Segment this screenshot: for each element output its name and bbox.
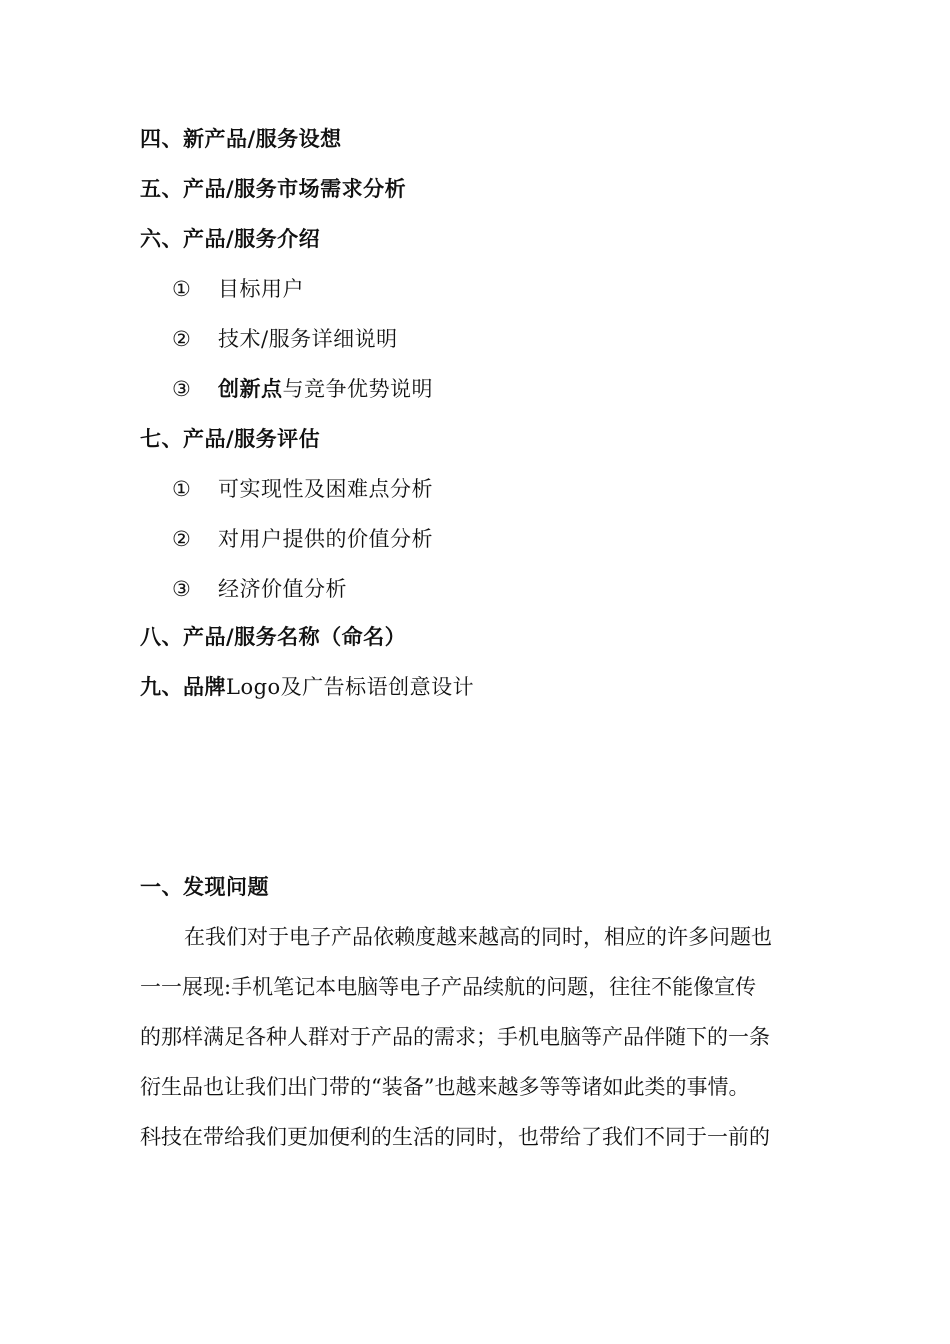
paragraph-line: 的那样满足各种人群对于产品的需求；手机电脑等产品伴随下的一条 <box>140 1025 770 1049</box>
toc-subitem-label: 对用户提供的价值分析 <box>218 527 433 551</box>
circled-number-marker: ① <box>172 277 192 301</box>
toc-item-label: 产品/服务市场需求分析 <box>183 177 407 201</box>
toc-item-8 <box>140 622 406 652</box>
toc-item-5 <box>140 174 406 204</box>
toc-item-label: 新产品/服务设想 <box>183 127 342 151</box>
toc-subitem-bold-label: 创新点 <box>218 377 283 401</box>
toc-subitem-label: 可实现性及困难点分析 <box>218 477 433 501</box>
circled-number-marker: ① <box>172 477 192 501</box>
toc-subitem-7-2 <box>172 524 433 554</box>
circled-number-marker: ② <box>172 327 192 351</box>
toc-subitem-7-1 <box>172 474 433 504</box>
toc-subitem-7-3 <box>172 574 347 604</box>
toc-item-label: 产品/服务名称（命名） <box>183 625 407 649</box>
toc-subitem-label: 与竞争优势说明 <box>282 377 433 401</box>
toc-item-number: 六、 <box>140 227 183 251</box>
toc-item-9 <box>140 672 474 702</box>
toc-subitem-label: 经济价值分析 <box>218 577 347 601</box>
paragraph-line: 科技在带给我们更加便利的生活的同时，也带给了我们不同于一前的 <box>140 1125 770 1149</box>
circled-number-marker: ③ <box>172 377 192 401</box>
circled-number-marker: ③ <box>172 577 192 601</box>
section-heading: 一、发现问题 <box>140 875 269 899</box>
toc-subitem-6-2 <box>172 324 398 354</box>
toc-subitem-6-3 <box>172 374 433 404</box>
toc-item-label: 产品/服务介绍 <box>183 227 321 251</box>
toc-item-number: 七、 <box>140 427 183 451</box>
circled-number-marker: ② <box>172 527 192 551</box>
toc-item-number: 八、 <box>140 625 183 649</box>
toc-item-4 <box>140 124 342 154</box>
toc-item-label: Logo及广告标语创意设计 <box>226 675 475 699</box>
toc-item-7 <box>140 424 320 454</box>
toc-item-label: 产品/服务评估 <box>183 427 321 451</box>
toc-item-bold-label: 品牌 <box>183 675 226 699</box>
paragraph-line: 衍生品也让我们出门带的“装备”也越来越多等等诸如此类的事情。 <box>140 1075 750 1099</box>
toc-subitem-label: 目标用户 <box>218 277 304 301</box>
toc-item-number: 四、 <box>140 127 183 151</box>
toc-subitem-6-1 <box>172 274 304 304</box>
toc-item-number: 五、 <box>140 177 183 201</box>
toc-subitem-label: 技术/服务详细说明 <box>218 327 398 351</box>
toc-item-number: 九、 <box>140 675 183 699</box>
paragraph-line: 在我们对于电子产品依赖度越来越高的同时，相应的许多问题也 <box>184 925 772 949</box>
toc-item-6 <box>140 224 320 254</box>
paragraph-line: 一一展现:手机笔记本电脑等电子产品续航的问题，往往不能像宣传 <box>140 975 757 999</box>
